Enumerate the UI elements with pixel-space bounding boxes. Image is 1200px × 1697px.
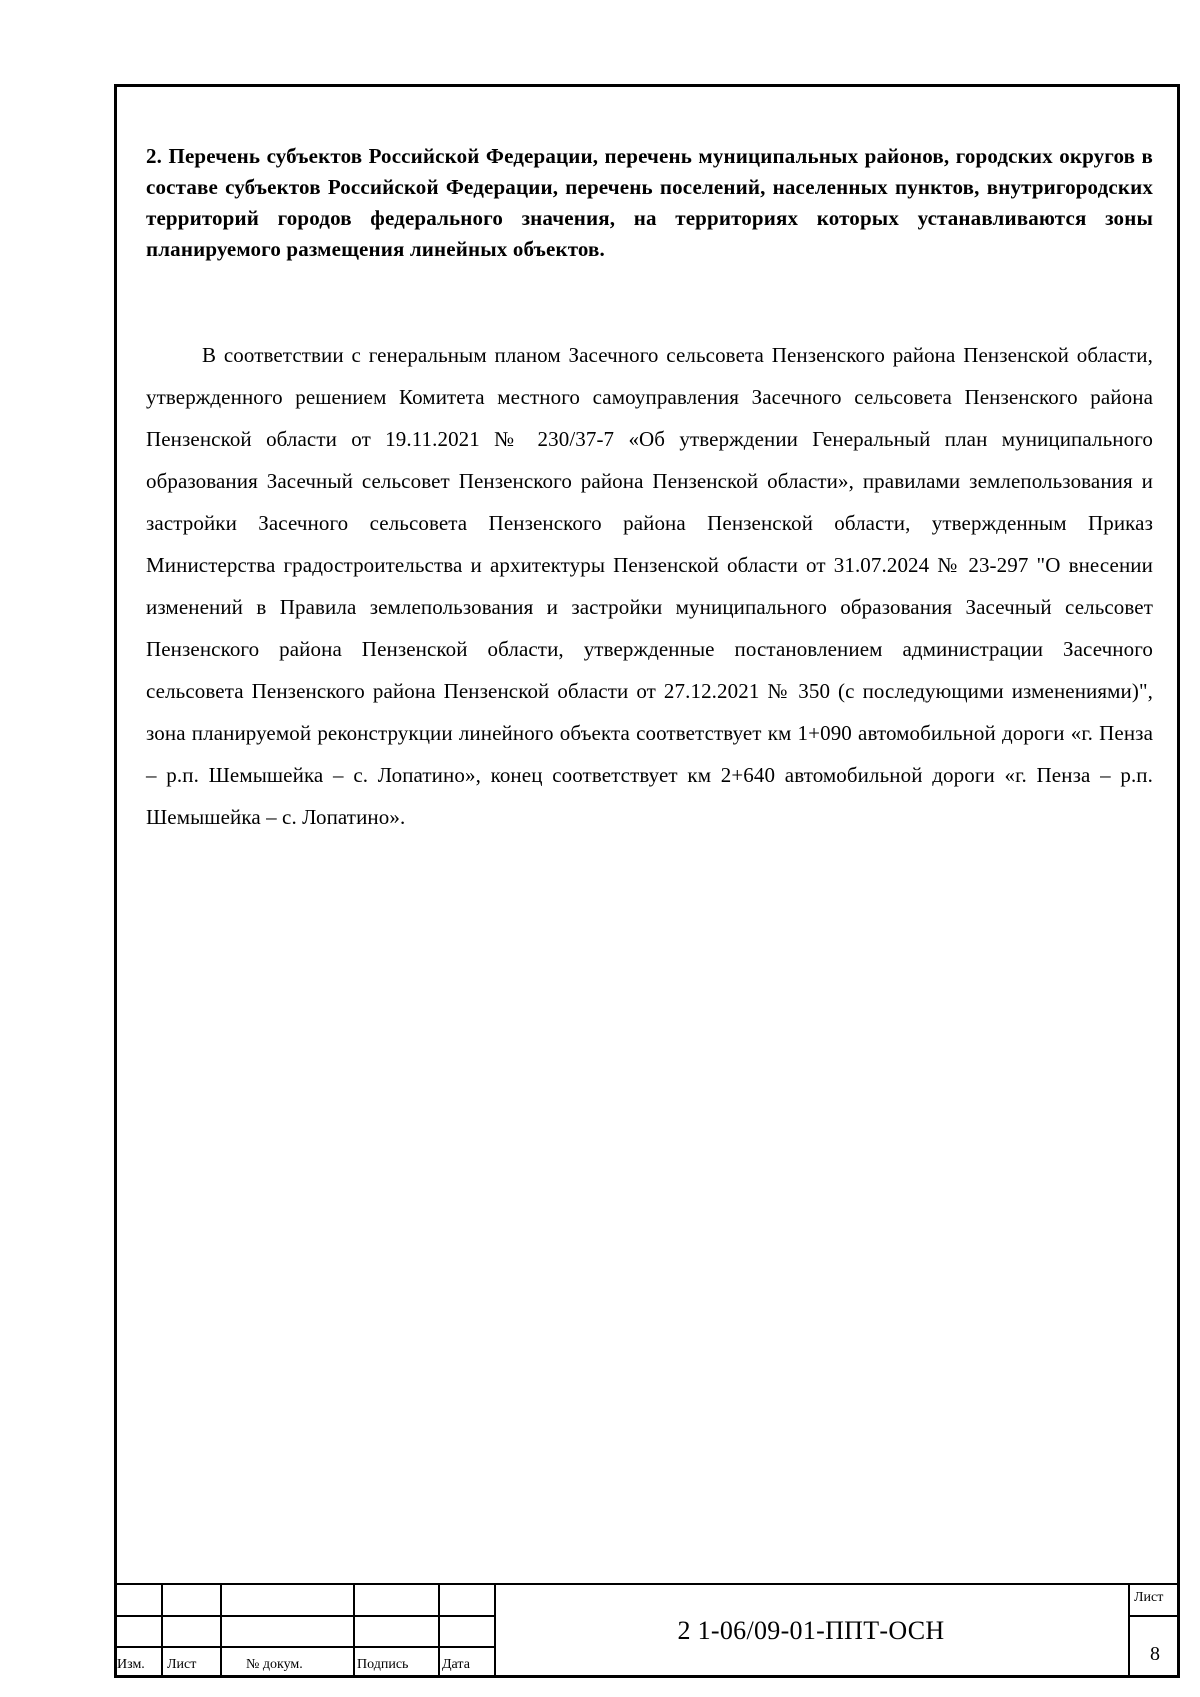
stamp-sheet-divider: [1128, 1615, 1180, 1617]
stamp-label-izm: Изм.: [117, 1657, 145, 1672]
page-frame: [114, 84, 1180, 1678]
stamp-label-signature: Подпись: [357, 1657, 409, 1672]
document-code: 2 1-06/09-01-ППТ-ОСН: [677, 1616, 945, 1645]
body-paragraph: В соответствии с генеральным планом Засечного сельсовета Пензенского района Пензенской области, утвержденного решением Комитета местного самоуправления Засечного сельсовета Пензенского района Пензенской области от 19.11.2021 № 230/37-7 «Об утверждении Генеральный план муниципального образования Засечный сельсовет Пензенского района Пензенской области», правилами землепользования и застройки Засечного сельсовета Пензенского района Пензенской области, утвержденным Приказ Министерства градостроительства и архитектуры Пензенской области от 31.07.2024 № 23-297 "О внесении изменений в Правила землепользования и застройки муниципального образования Засечный сельсовет Пензенского района Пензенской области, утвержденные постановлением администрации Засечного сельсовета Пензенского района Пензенской области от 27.12.2021 № 350 (с последующими изменениями)", зона планируемой реконструкции линейного объекта соответствует км 1+090 автомобильной дороги «г. Пенза – р.п. Шемышейка – с. Лопатино», конец соответствует км 2+640 автомобильной дороги «г. Пенза – р.п. Шемышейка – с. Лопатино».: [146, 343, 1153, 829]
stamp-col-line-2: [220, 1583, 222, 1678]
stamp-label-doc-no: № докум.: [246, 1657, 303, 1672]
sheet-label: Лист: [1134, 1590, 1164, 1605]
stamp-row-line-1: [114, 1615, 494, 1617]
stamp-label-list: Лист: [167, 1657, 197, 1672]
stamp-label-date: Дата: [442, 1657, 470, 1672]
stamp-col-line-1: [161, 1583, 163, 1678]
stamp-col-line-4: [438, 1583, 440, 1678]
sheet-number: 8: [1150, 1643, 1160, 1665]
section-heading: 2. Перечень субъектов Российской Федерации, перечень муниципальных районов, городских округов в составе субъектов Российской Федерации, перечень поселений, населенных пунктов, внутригородских территорий городов федерального значения, на территориях которых устанавливаются зоны планируемого размещения линейных объектов.: [146, 144, 1153, 261]
stamp-col-line-3: [353, 1583, 355, 1678]
stamp-top-line: [114, 1583, 1180, 1585]
stamp-row-line-2: [114, 1646, 494, 1648]
